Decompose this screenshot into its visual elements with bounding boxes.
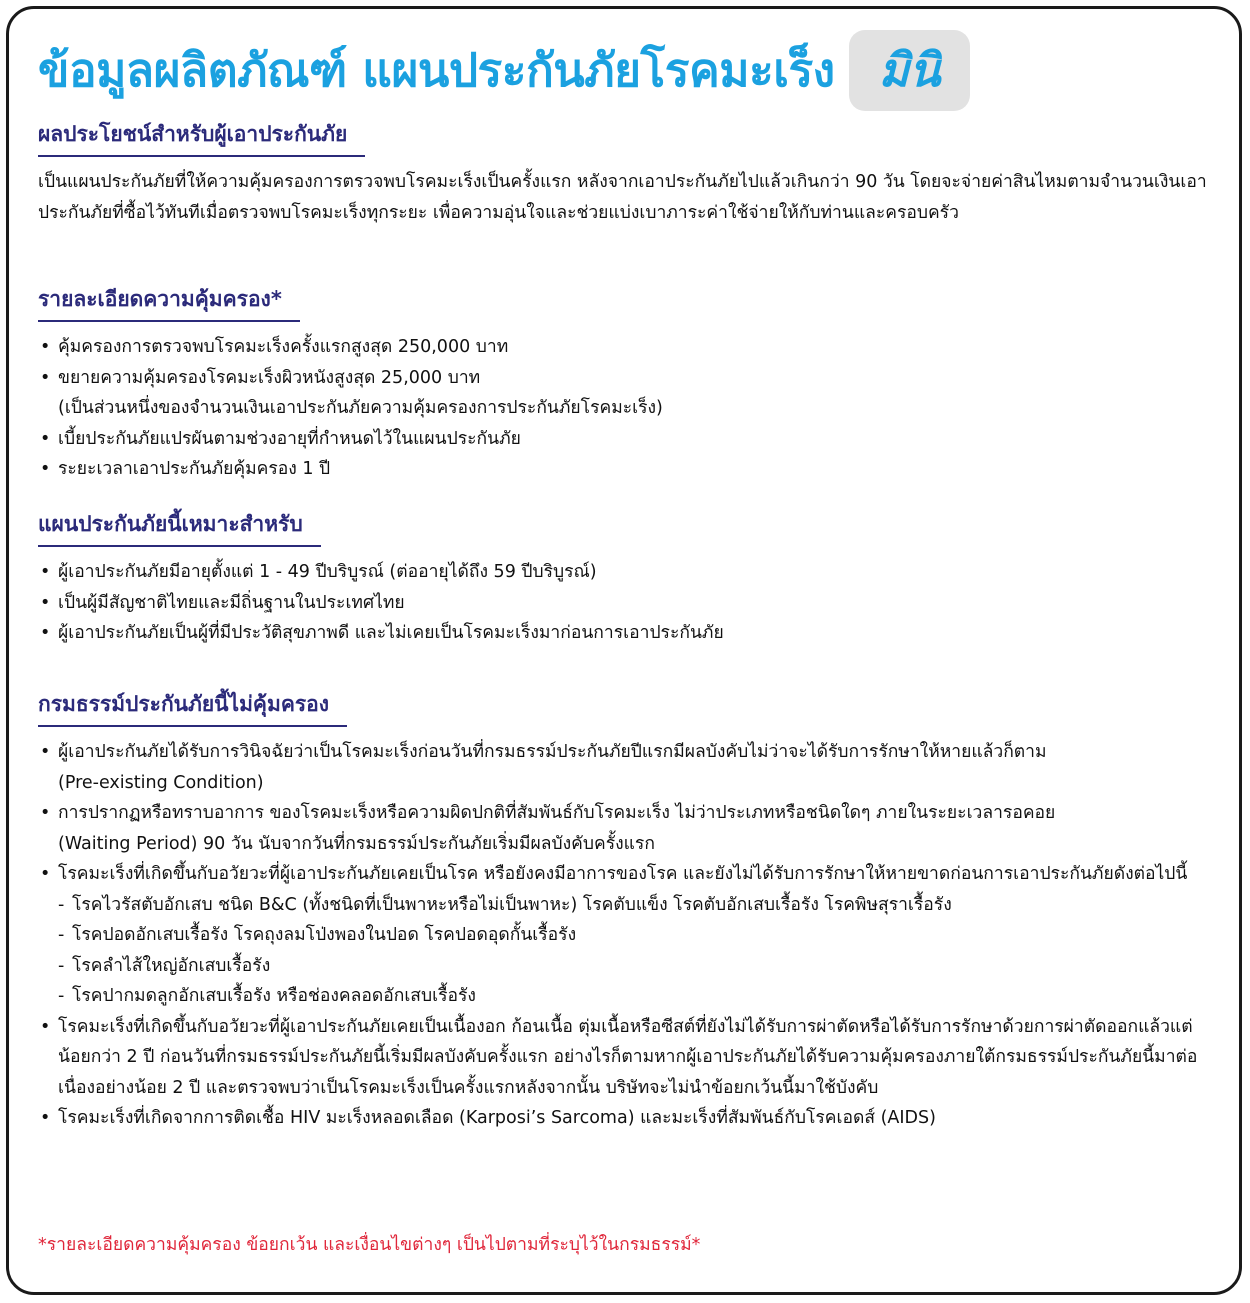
sub-list-item: - โรคลำไส้ใหญ่อักเสบเรื้อรัง — [58, 951, 1218, 982]
list-item: • คุ้มครองการตรวจพบโรคมะเร็งครั้งแรกสูงสุด 250,000 บาท — [38, 332, 1218, 363]
plan-badge: มินิ — [849, 30, 971, 111]
footnote: *รายละเอียดความคุ้มครอง ข้อยกเว้น และเงื่อนไขต่างๆ เป็นไปตามที่ระบุไว้ในกรมธรรม์* — [38, 1235, 701, 1255]
page-title: ข้อมูลผลิตภัณฑ์ แผนประกันภัยโรคมะเร็ง — [38, 42, 835, 97]
list-item: • เบี้ยประกันภัยแปรผันตามช่วงอายุที่กำหนดไว้ในแผนประกันภัย — [38, 424, 1218, 455]
list-item: • โรคมะเร็งที่เกิดขึ้นกับอวัยวะที่ผู้เอาประกันภัยเคยเป็นเนื้องอก ก้อนเนื้อ ตุ่มเนื้อหรือซีสต์ที่ยังไม่ได้รับการผ่าตัดหรือได้รับการรักษาด้วยการผ่าตัดออกแล้วแต่น้อยกว่า 2 ปี ก่อนวันที่กรมธรรม์ประกันภัยนี้เริ่มมีผลบังคับครั้งแรก อย่างไรก็ตามหากผู้เอาประกันภัยได้รับความคุ้มครองภายใต้กรมธรรม์ประกันภัยนี้มาต่อเนื่องอย่างน้อย 2 ปี และตรวจพบว่าเป็นโรคมะเร็งเป็นครั้งแรกหลังจากนั้น บริษัทจะไม่นำข้อยกเว้นนี้มาใช้บังคับ — [38, 1012, 1218, 1104]
list-item: • เป็นผู้มีสัญชาติไทยและมีถิ่นฐานในประเทศไทย — [38, 588, 1218, 619]
exclusions-sublist — [58, 890, 1218, 1012]
coverage-list — [38, 332, 1218, 485]
exclusions-heading: กรมธรรม์ประกันภัยนี้ไม่คุ้มครอง — [38, 688, 347, 727]
list-item: • ผู้เอาประกันภัยเป็นผู้ที่มีประวัติสุขภาพดี และไม่เคยเป็นโรคมะเร็งมาก่อนการเอาประกันภัย — [38, 618, 1218, 649]
list-item: • การปรากฏหรือทราบอาการ ของโรคมะเร็งหรือความผิดปกติที่สัมพันธ์กับโรคมะเร็ง ไม่ว่าประเภทหรือชนิดใดๆ ภายในระยะเวลารอคอย (Waiting Period) 90 วัน นับจากวันที่กรมธรรม์ประกันภัยเริ่มมีผลบังคับครั้งแรก — [38, 798, 1218, 859]
suitable-section — [38, 508, 1218, 649]
title-row — [38, 30, 970, 110]
suitable-list — [38, 557, 1218, 649]
sub-list-item: - โรคไวรัสตับอักเสบ ชนิด B&C (ทั้งชนิดที่เป็นพาหะหรือไม่เป็นพาหะ) โรคตับแข็ง โรคตับอักเสบเรื้อรัง โรคพิษสุราเรื้อรัง — [58, 890, 1218, 921]
benefits-text: เป็นแผนประกันภัยที่ให้ความคุ้มครองการตรวจพบโรคมะเร็งเป็นครั้งแรก หลังจากเอาประกันภัยไปแล้วเกินกว่า 90 วัน โดยจะจ่ายค่าสินไหมตามจำนวนเงินเอาประกันภัยที่ซื้อไว้ทันทีเมื่อตรวจพบโรคมะเร็งทุกระยะ เพื่อความอุ่นใจและช่วยแบ่งเบาภาระค่าใช้จ่ายให้กับท่านและครอบครัว — [38, 172, 1207, 223]
list-item: • โรคมะเร็งที่เกิดจากการติดเชื้อ HIV มะเร็งหลอดเลือด (Karposi’s Sarcoma) และมะเร็งที่สัมพันธ์กับโรคเอดส์ (AIDS) — [38, 1103, 1218, 1134]
sub-list-item: - โรคปากมดลูกอักเสบเรื้อรัง หรือช่องคลอดอักเสบเรื้อรัง — [58, 981, 1218, 1012]
list-item: • ผู้เอาประกันภัยได้รับการวินิจฉัยว่าเป็นโรคมะเร็งก่อนวันที่กรมธรรม์ประกันภัยปีแรกมีผลบังคับไม่ว่าจะได้รับการรักษาให้หายแล้วก็ตาม (Pre-existing Condition) — [38, 737, 1218, 798]
benefits-section — [38, 118, 1218, 229]
exclusions-list — [38, 737, 1218, 1134]
benefits-heading: ผลประโยชน์สำหรับผู้เอาประกันภัย — [38, 118, 365, 157]
list-item: • โรคมะเร็งที่เกิดขึ้นกับอวัยวะที่ผู้เอาประกันภัยเคยเป็นโรค หรือยังคงมีอาการของโรค และยังไม่ได้รับการรักษาให้หายขาดก่อนการเอาประกันภัยดังต่อไปนี้ - โรคไวรัสตับอักเสบ ชนิด B&C (ทั้งชนิดที่เป็นพาหะหรือไม่เป็นพาหะ) โรคตับแข็ง โรคตับอักเสบเรื้อรัง โรคพิษสุราเรื้อรัง - โรคปอดอักเสบเรื้อรัง โรคถุงลมโป่งพองในปอด โรคปอดอุดกั้นเรื้อรัง - โรคลำไส้ใหญ่อักเสบเรื้อรัง - โรคปากมดลูกอักเสบเรื้อรัง หรือช่องคลอดอักเสบเรื้อรัง — [38, 859, 1218, 1012]
list-item: • ระยะเวลาเอาประกันภัยคุ้มครอง 1 ปี — [38, 454, 1218, 485]
list-item: • ขยายความคุ้มครองโรคมะเร็งผิวหนังสูงสุด 25,000 บาท (เป็นส่วนหนึ่งของจำนวนเงินเอาประกันภัยความคุ้มครองการประกันภัยโรคมะเร็ง) — [38, 363, 1218, 424]
coverage-section — [38, 283, 1218, 485]
suitable-heading: แผนประกันภัยนี้เหมาะสำหรับ — [38, 508, 321, 547]
sub-list-item: - โรคปอดอักเสบเรื้อรัง โรคถุงลมโป่งพองในปอด โรคปอดอุดกั้นเรื้อรัง — [58, 920, 1218, 951]
list-item: • ผู้เอาประกันภัยมีอายุตั้งแต่ 1 - 49 ปีบริบูรณ์ (ต่ออายุได้ถึง 59 ปีบริบูรณ์) — [38, 557, 1218, 588]
coverage-note: (เป็นส่วนหนึ่งของจำนวนเงินเอาประกันภัยความคุ้มครองการประกันภัยโรคมะเร็ง) — [58, 398, 663, 418]
coverage-heading: รายละเอียดความคุ้มครอง* — [38, 283, 300, 322]
exclusions-section — [38, 688, 1218, 1134]
